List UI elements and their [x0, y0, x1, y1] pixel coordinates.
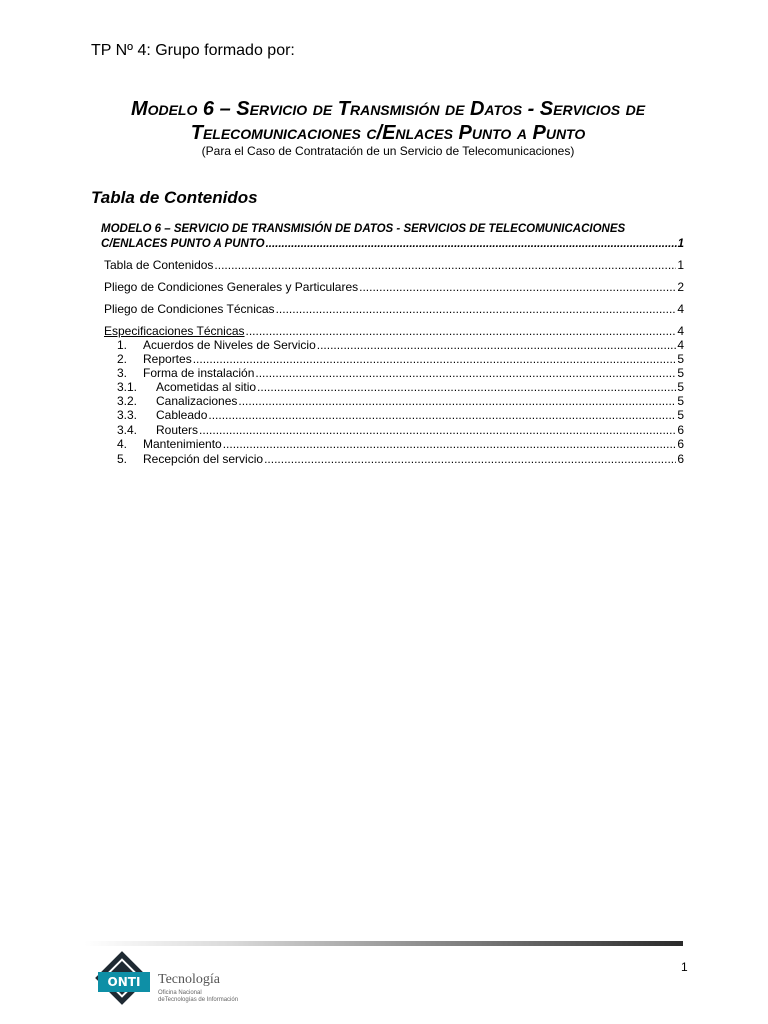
toc-entry-page: 5	[677, 394, 684, 408]
title-line-1: Modelo 6 – Servicio de Transmisión de Datos - Servicios de	[130, 98, 646, 120]
toc-leader-dots	[317, 338, 677, 352]
logo-name: Tecnología	[158, 972, 220, 987]
toc-entry-label: Forma de instalación	[143, 366, 255, 380]
toc-leader-dots	[199, 423, 676, 437]
toc-entry-number: 3.3.	[117, 408, 138, 422]
toc-leader-dots	[238, 394, 676, 408]
toc-entry[interactable]	[104, 280, 684, 294]
document-title	[90, 97, 686, 145]
toc-leader-dots	[257, 380, 676, 394]
toc-main-entry-line1: MODELO 6 – SERVICIO DE TRANSMISIÓN DE DATOS - SERVICIOS DE TELECOMUNICACIONES	[101, 223, 626, 235]
toc-leader-dots	[266, 237, 677, 251]
toc-entry[interactable]	[117, 380, 684, 394]
toc-entry-label: Recepción del servicio	[143, 452, 264, 466]
toc-entry-number: 3.	[117, 366, 128, 380]
toc-entry[interactable]	[104, 324, 684, 338]
logo-subtitle-line1: Oficina Nacional	[158, 990, 202, 996]
toc-entry-page: 4	[677, 324, 684, 338]
toc-entry-page: 5	[677, 366, 684, 380]
document-subtitle: (Para el Caso de Contratación de un Servicio de Telecomunicaciones)	[201, 144, 575, 158]
toc-leader-dots	[276, 302, 677, 316]
toc-entry[interactable]	[117, 423, 684, 437]
toc-entry[interactable]	[104, 302, 684, 316]
toc-entry-number: 3.4.	[117, 423, 138, 437]
toc-entry-number: 2.	[117, 352, 128, 366]
toc-entry-label: C/ENLACES PUNTO A PUNTO	[101, 238, 265, 250]
toc-entry-page: 6	[677, 452, 684, 466]
toc-entry-page: 1	[677, 258, 684, 272]
toc-entry[interactable]	[117, 338, 684, 352]
toc-entry-page: 5	[677, 352, 684, 366]
page-number: 1	[681, 960, 688, 974]
toc-entry-page: 4	[677, 302, 684, 316]
toc-entry-label: Acuerdos de Niveles de Servicio	[143, 338, 316, 352]
toc-leader-dots	[223, 437, 677, 451]
toc-entry-label: Mantenimiento	[143, 437, 222, 451]
toc-entry-label: Cableado	[156, 408, 208, 422]
toc-entry-page: 5	[677, 408, 684, 422]
toc-entry-label: Especificaciones Técnicas	[104, 324, 245, 338]
toc-entry-label: Acometidas al sitio	[156, 380, 257, 394]
toc-leader-dots	[208, 408, 676, 422]
toc-entry[interactable]	[117, 452, 684, 466]
toc-leader-dots	[193, 352, 677, 366]
footer-rule	[84, 941, 683, 946]
toc-entry[interactable]	[104, 258, 684, 272]
title-line-2: Telecomunicaciones c/Enlaces Punto a Punto	[190, 122, 586, 144]
toc-leader-dots	[359, 280, 676, 294]
toc-entry-number: 3.2.	[117, 394, 138, 408]
toc-entry-page: 6	[677, 423, 684, 437]
toc-entry-page: 1	[677, 238, 684, 250]
toc-entry-page: 2	[677, 280, 684, 294]
toc-entry-label: Canalizaciones	[156, 394, 238, 408]
toc-entry[interactable]	[117, 437, 684, 451]
logo-mark: ONTI	[98, 972, 150, 992]
toc-entry[interactable]	[117, 408, 684, 422]
toc-entry-page: 4	[677, 338, 684, 352]
toc-entry-label: Reportes	[143, 352, 192, 366]
toc-entry[interactable]	[117, 366, 684, 380]
toc-leader-dots	[214, 258, 676, 272]
toc-entry-number: 3.1.	[117, 380, 138, 394]
group-line: TP Nº 4: Grupo formado por:	[91, 42, 295, 59]
toc-entry[interactable]	[117, 394, 684, 408]
toc-entry-number: 5.	[117, 452, 128, 466]
toc-entry-label: Tabla de Contenidos	[104, 258, 214, 272]
toc-leader-dots	[264, 452, 676, 466]
toc-entry-page: 6	[677, 437, 684, 451]
toc-entry[interactable]	[117, 352, 684, 366]
logo-subtitle	[158, 990, 238, 1004]
toc-heading: Tabla de Contenidos	[91, 188, 258, 207]
toc-entry-page: 5	[677, 380, 684, 394]
toc-leader-dots	[255, 366, 676, 380]
toc-entry-number: 1.	[117, 338, 128, 352]
toc-entry-label: Pliego de Condiciones Generales y Particulares	[104, 280, 359, 294]
toc-entry-number: 4.	[117, 437, 128, 451]
toc-entry-label: Pliego de Condiciones Técnicas	[104, 302, 275, 316]
toc-entry-label: Routers	[156, 423, 199, 437]
onti-logo	[96, 952, 266, 1010]
toc-main-entry-line2	[101, 237, 684, 251]
logo-subtitle-line2: deTecnologías de Información	[158, 997, 239, 1003]
toc-leader-dots	[246, 324, 677, 338]
